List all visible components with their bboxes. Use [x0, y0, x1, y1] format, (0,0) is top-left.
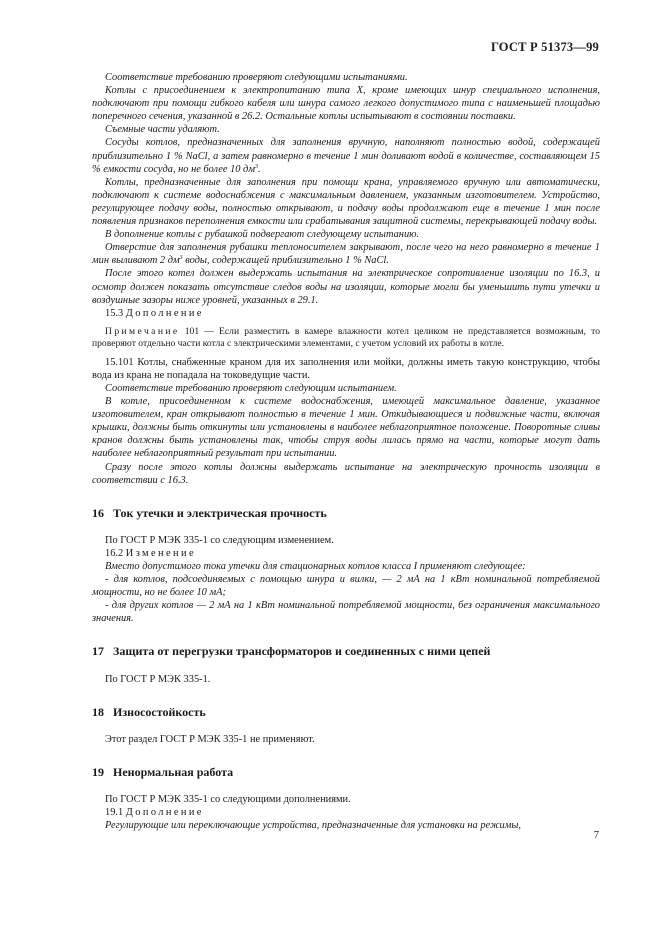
clause-heading	[92, 547, 600, 560]
section-number: 17	[92, 644, 104, 659]
note-label: Примечание	[105, 325, 180, 337]
paragraph: В дополнение котлы с рубашкой подвергают следующему испытанию.	[105, 229, 420, 241]
paragraph: Котлы с присоединением к электропитанию типа X, кроме имеющих шнур специального исполнения, подключают при помощи гибкого кабеля или шнура самого легкого допустимого типа с наименьшей площадью поперечного сечения, указанной в 26.2. Остальные котлы испытывают в состоянии поставки.	[92, 85, 600, 123]
paragraph: Сразу после этого котлы должны выдержать испытание на электрическую прочность изоляции в соответствии с 16.3.	[92, 461, 600, 486]
paragraph: В котле, присоединенном к системе водоснабжения, имеющей максимальное давление, указанное изготовителем, кран открывают полностью в течение 1 мин. Откидывающиеся и подвижные части, включая крышки, должны быть откинуты или установлены в наиболее неблагоприятное положение. Поворотные сливы кранов должны быть установлены так, чтобы струя воды лилась прямо на части, которые могут дать наиболее неблагоприятный результат при испытании.	[92, 396, 600, 460]
paragraph-text: воды, содержащей приблизительно 1 % NaCl.	[182, 255, 389, 267]
clause-number: 19.1	[105, 807, 124, 819]
section-title: Ток утечки и электрическая прочность	[113, 505, 327, 520]
list-item: - для других котлов — 2 мА на 1 кВт номинальной потребляемой мощности, без ограничения максимального значения.	[92, 600, 600, 625]
section-heading-17	[92, 645, 600, 658]
section-title: Ненормальная работа	[113, 764, 234, 779]
paragraph: 15.101 Котлы, снабженные краном для их заполнения или мойки, должны иметь такую конструкцию, чтобы вода из крана не попадала на токоведущие части.	[92, 356, 600, 381]
clause-label: Дополнение	[125, 307, 204, 319]
paragraph: После этого котел должен выдержать испытания на электрическое сопротивление изоляции по 16.3, и осмотр должен показать отсутствие следов воды на изоляции, которые могли бы уменьшить пути утечки и воздушные зазоры ниже уровней, указанных в 29.1.	[92, 268, 600, 306]
paragraph	[92, 136, 600, 175]
clause-label: Изменение	[125, 547, 196, 559]
superscript: 3	[179, 255, 183, 262]
clause-number: 16.2	[105, 547, 124, 559]
section-number: 16	[92, 505, 104, 520]
section-title: Защита от перегрузки трансформаторов и соединенных с ними цепей	[113, 644, 491, 659]
paragraph: Съемные части удаляют.	[105, 124, 220, 136]
paragraph: Соответствие требованию проверяют следующими испытаниями.	[105, 72, 408, 83]
document-id-header: ГОСТ Р 51373—99	[490, 40, 599, 54]
paragraph-text: Отверстие для заполнения рубашки теплоносителем закрывают, после чего на него равномерно в течение 1 мин выливают 2 дм	[92, 242, 600, 267]
clause-label: Дополнение	[125, 807, 204, 819]
note	[92, 326, 600, 350]
page-number: 7	[593, 830, 599, 841]
paragraph: Вместо допустимого тока утечки для стационарных котлов класса I применяют следующее:	[105, 561, 526, 572]
clause-number: 15.3	[105, 307, 124, 319]
section-heading-18	[92, 706, 600, 719]
clause-heading	[92, 307, 600, 320]
superscript: 3	[254, 163, 258, 170]
paragraph: Котлы, предназначенные для заполнения при помощи крана, управляемого вручную или автоматически, подключают к системе водоснабжения с максимальным давлением, указанным изготовителем. Устройство, регулирующее подачу воды, полностью открывают, и подачу воды продолжают еще в течение 1 мин после появления признаков переполнения емкости или срабатывания защитной системы, перекрывающей подачу воды.	[92, 176, 600, 228]
section-title: Износостойкость	[113, 704, 206, 719]
clause-heading	[92, 806, 600, 819]
page-body	[92, 71, 600, 832]
section-heading-16	[92, 507, 600, 520]
section-number: 19	[92, 764, 104, 779]
note-text: 101 — Если разместить в камере влажности котел целиком не представляется возможным, то проверяют отдельно части котла с электрическими элементами, с учетом условий их работы в котле.	[92, 325, 600, 349]
paragraph	[92, 241, 600, 267]
paragraph-text: .	[257, 163, 261, 175]
paragraph: По ГОСТ Р МЭК 335-1.	[105, 673, 211, 685]
paragraph: По ГОСТ Р МЭК 335-1 со следующим изменением.	[105, 534, 334, 546]
paragraph: Соответствие требованию проверяют следующим испытанием.	[105, 382, 397, 394]
section-heading-19	[92, 766, 600, 779]
section-number: 18	[92, 704, 104, 719]
paragraph-text: Сосуды котлов, предназначенных для заполнения вручную, наполняют полностью водой, содержащей приблизительно 1 % NaCl, а затем равномерно в течение 1 мин доливают водой в количестве, составляющем 15 % емкости сосуда, но не более 10 дм	[92, 137, 600, 175]
list-item: - для котлов, подсоединяемых с помощью шнура и вилки, — 2 мА на 1 кВт номинальной потребляемой мощности, но не более 10 мА;	[92, 574, 600, 599]
paragraph: По ГОСТ Р МЭК 335-1 со следующими дополнениями.	[105, 793, 351, 805]
paragraph: Этот раздел ГОСТ Р МЭК 335-1 не применяют.	[105, 733, 315, 745]
paragraph: Регулирующие или переключающие устройства, предназначенные для установки на режимы,	[105, 820, 521, 832]
